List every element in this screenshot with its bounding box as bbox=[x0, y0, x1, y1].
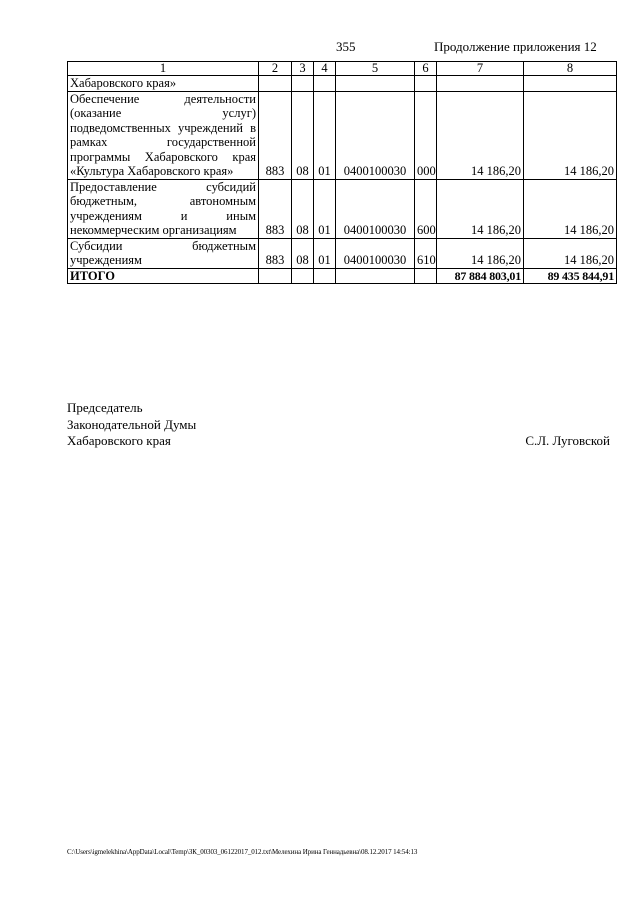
column-header: 2 bbox=[259, 62, 292, 76]
page-number: 355 bbox=[336, 39, 356, 54]
row-code-6: 000 bbox=[415, 91, 437, 179]
row-name: Обеспечение деятельности (оказание услуг) подведомственных учреждений в рамках государственной программы Хабаровского края «Культура Хабаровского края» bbox=[68, 91, 259, 179]
signatory-name: С.Л. Луговской bbox=[525, 433, 610, 448]
total-label: ИТОГО bbox=[68, 268, 259, 284]
row-amount-8: 14 186,20 bbox=[524, 179, 617, 238]
continuation-label: Продолжение приложения 12 bbox=[434, 39, 597, 54]
table-row bbox=[68, 179, 617, 238]
row-code-4 bbox=[314, 76, 336, 92]
row-code-2: 883 bbox=[259, 179, 292, 238]
signatory-title-line: Законодательной Думы bbox=[67, 416, 197, 432]
column-header: 1 bbox=[68, 62, 259, 76]
row-code-4: 01 bbox=[314, 91, 336, 179]
row-code-3: 08 bbox=[292, 91, 314, 179]
column-header: 5 bbox=[336, 62, 415, 76]
footer-file-path: C:\Users\igmelekhina\AppData\Local\Temp\ЗК_00303_06122017_012.txt\Мелехина Ирина Геннадьевна\08.12.2017 14:54:13 bbox=[67, 848, 418, 856]
header-row bbox=[68, 62, 617, 76]
row-amount-8: 14 186,20 bbox=[524, 238, 617, 268]
total-amount-7: 87 884 803,01 bbox=[437, 268, 524, 284]
table-row bbox=[68, 238, 617, 268]
total-empty-cell bbox=[415, 268, 437, 284]
signatory-title-line: Хабаровского края bbox=[67, 433, 171, 448]
row-amount-7 bbox=[437, 76, 524, 92]
column-header: 4 bbox=[314, 62, 336, 76]
row-code-6: 600 bbox=[415, 179, 437, 238]
row-code-5: 0400100030 bbox=[336, 238, 415, 268]
row-amount-7: 14 186,20 bbox=[437, 238, 524, 268]
row-code-2 bbox=[259, 76, 292, 92]
column-header: 6 bbox=[415, 62, 437, 76]
signatory-title-line: Председатель bbox=[67, 400, 143, 415]
row-code-5: 0400100030 bbox=[336, 179, 415, 238]
column-header: 7 bbox=[437, 62, 524, 76]
total-empty-cell bbox=[336, 268, 415, 284]
table-row bbox=[68, 91, 617, 179]
row-code-6: 610 bbox=[415, 238, 437, 268]
row-code-2: 883 bbox=[259, 91, 292, 179]
row-name: Хабаровского края» bbox=[68, 76, 259, 92]
table-row bbox=[68, 76, 617, 92]
budget-table bbox=[67, 61, 617, 284]
total-row bbox=[68, 268, 617, 284]
total-empty-cell bbox=[292, 268, 314, 284]
signatory-title bbox=[67, 400, 196, 450]
row-amount-8: 14 186,20 bbox=[524, 91, 617, 179]
row-code-3: 08 bbox=[292, 238, 314, 268]
row-code-3 bbox=[292, 76, 314, 92]
column-header: 3 bbox=[292, 62, 314, 76]
row-amount-7: 14 186,20 bbox=[437, 179, 524, 238]
row-code-5 bbox=[336, 76, 415, 92]
row-code-3: 08 bbox=[292, 179, 314, 238]
row-code-4: 01 bbox=[314, 179, 336, 238]
row-code-5: 0400100030 bbox=[336, 91, 415, 179]
row-name: Субсидии бюджетным учреждениям bbox=[68, 238, 259, 268]
row-code-6 bbox=[415, 76, 437, 92]
column-header: 8 bbox=[524, 62, 617, 76]
row-amount-7: 14 186,20 bbox=[437, 91, 524, 179]
row-amount-8 bbox=[524, 76, 617, 92]
row-code-2: 883 bbox=[259, 238, 292, 268]
total-amount-8: 89 435 844,91 bbox=[524, 268, 617, 284]
row-code-4: 01 bbox=[314, 238, 336, 268]
total-empty-cell bbox=[314, 268, 336, 284]
row-name: Предоставление субсидий бюджетным, автономным учреждениям и иным некоммерческим организациям bbox=[68, 179, 259, 238]
total-empty-cell bbox=[259, 268, 292, 284]
